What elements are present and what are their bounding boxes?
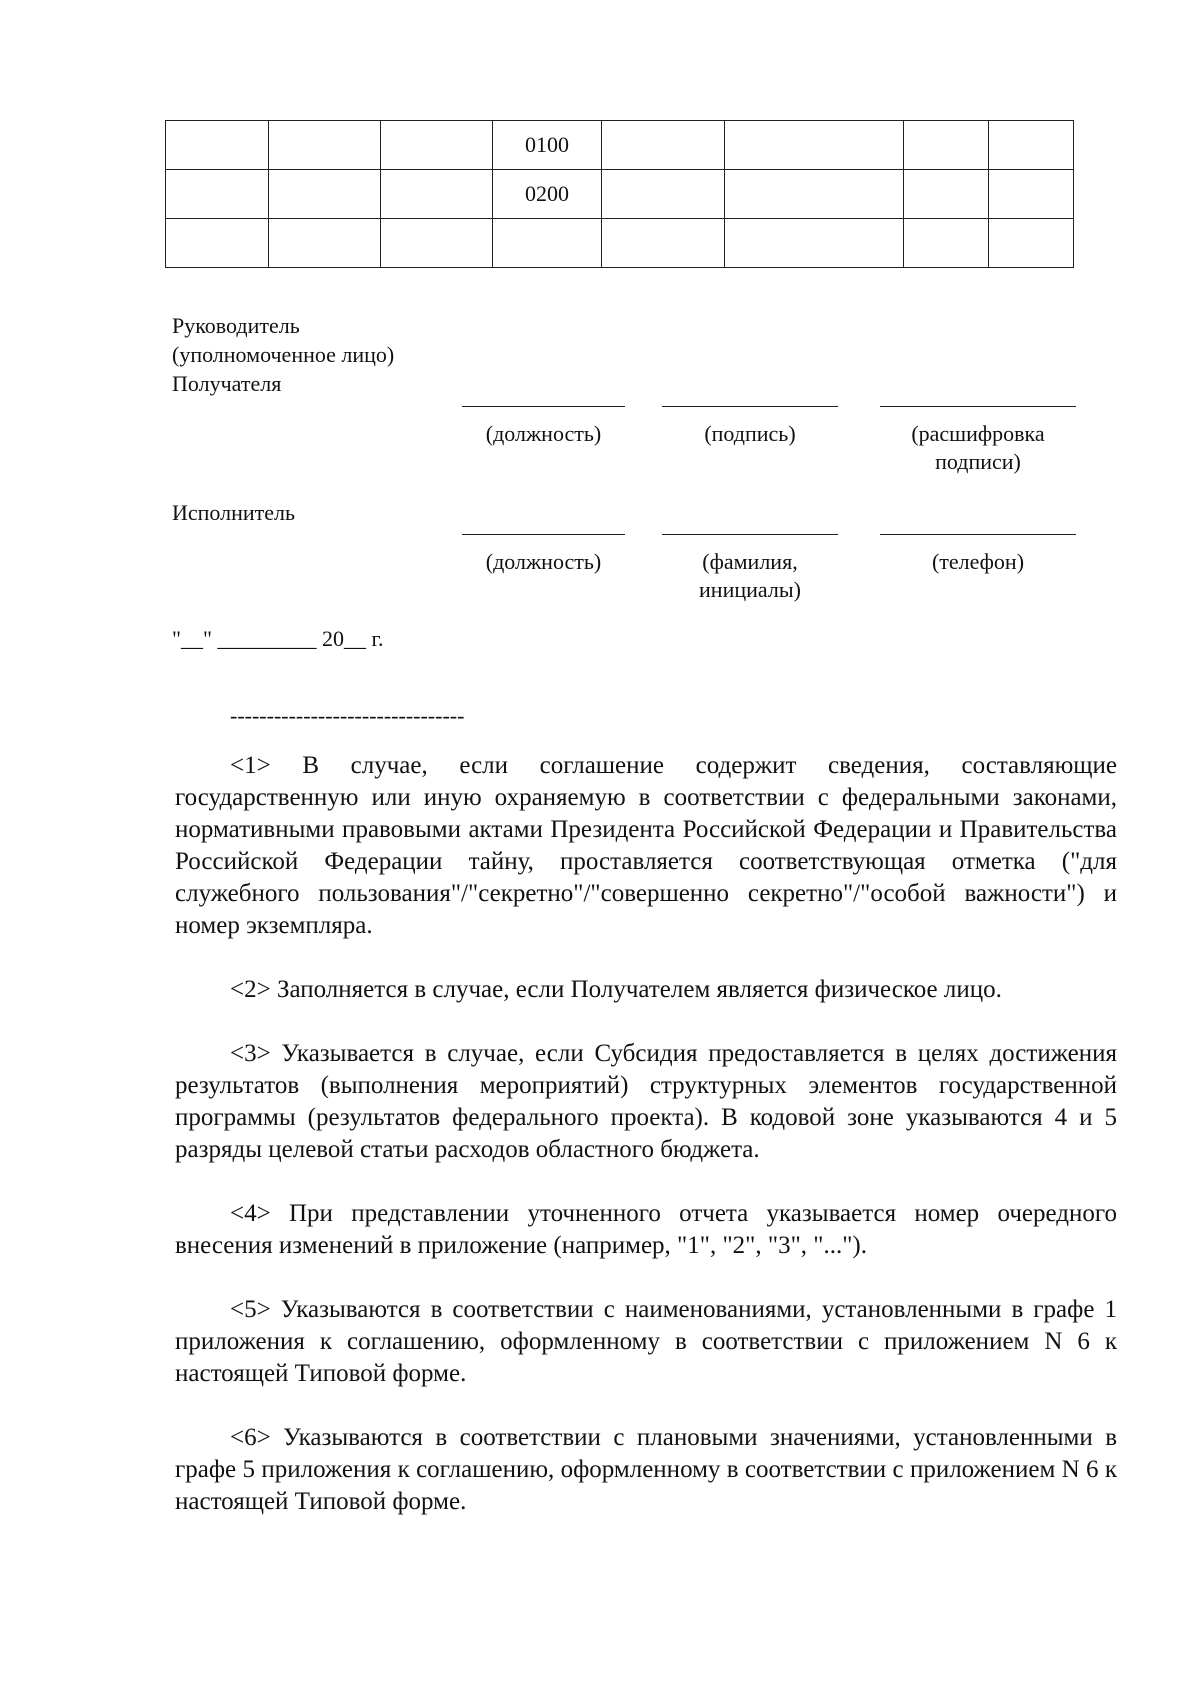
footnote-2: <2> Заполняется в случае, если Получателем является физическое лицо. (230, 976, 1002, 1003)
table-cell (381, 219, 493, 268)
head-position-line (462, 406, 625, 407)
footnote-4: <4> При представлении уточненного отчета указывается номер очередного внесения изменений в приложение (например, "1", "2", "3", "..."). (175, 1200, 1117, 1259)
executor-phone-caption: (телефон) (931, 549, 1025, 574)
head-label-line: (уполномоченное лицо) (172, 342, 395, 367)
table-cell (269, 121, 381, 170)
date-line: "__" _________ 20__ г. (172, 626, 384, 651)
report-table (165, 120, 1074, 268)
table-cell (381, 121, 493, 170)
table-cell (381, 170, 493, 219)
footnote-5: <5> Указываются в соответствии с наименованиями, установленными в графе 1 приложения к соглашению, оформленному в соответствии с приложением N 6 к настоящей Типовой форме. (175, 1296, 1117, 1387)
footnote-1: <1> В случае, если соглашение содержит сведения, составляющие государственную или иную охраняемую в соответствии с федеральными законами, нормативными правовыми актами Президента Российской Федерации и Правительства Российской Федерации тайну, проставляется соответствующая отметка ("для служебного пользования"/"секретно"/"совершенно секретно"/"особой важности") и номер экземпляра. (175, 752, 1117, 939)
table-cell (904, 219, 989, 268)
table-cell-code: 0100 (493, 121, 602, 170)
table-row (166, 219, 1074, 268)
table-cell (166, 121, 269, 170)
executor-name-line (662, 534, 838, 535)
table-cell (166, 170, 269, 219)
footnote-separator: -------------------------------- (230, 703, 465, 728)
table-row (166, 170, 1074, 219)
footnote-6: <6> Указываются в соответствии с плановыми значениями, установленными в графе 5 приложения к соглашению, оформленному в соответствии с приложением N 6 к настоящей Типовой форме. (175, 1424, 1117, 1515)
table-cell (989, 121, 1074, 170)
table-cell (725, 219, 904, 268)
head-decoding-caption (880, 420, 1076, 476)
executor-position-line (462, 534, 625, 535)
head-decoding-caption-line: (расшифровка (911, 421, 1045, 446)
table-cell (725, 170, 904, 219)
head-signature-line (662, 406, 838, 407)
table-row (166, 121, 1074, 170)
table-cell (602, 121, 725, 170)
head-decoding-caption-line: подписи) (935, 449, 1021, 474)
table-cell (269, 219, 381, 268)
table-cell (493, 219, 602, 268)
executor-name-caption (662, 548, 838, 604)
head-label (172, 311, 394, 398)
table-cell-code: 0200 (493, 170, 602, 219)
head-signature-caption: (подпись) (704, 421, 796, 446)
table-cell (269, 170, 381, 219)
footnotes (175, 750, 1117, 1550)
table-cell (904, 170, 989, 219)
head-label-line: Получателя (172, 371, 282, 396)
head-decoding-line (880, 406, 1076, 407)
table-cell (989, 219, 1074, 268)
executor-label: Исполнитель (172, 500, 296, 525)
footnote-3: <3> Указывается в случае, если Субсидия предоставляется в целях достижения результатов (выполнения мероприятий) структурных элементов государственной программы (результатов федерального проекта). В кодовой зоне указываются 4 и 5 разряды целевой статьи расходов областного бюджета. (175, 1040, 1117, 1163)
table-cell (904, 121, 989, 170)
executor-name-caption-line: (фамилия, (702, 549, 798, 574)
table-cell (725, 121, 904, 170)
table-cell (602, 219, 725, 268)
executor-position-caption: (должность) (485, 549, 602, 574)
table-cell (166, 219, 269, 268)
head-label-line: Руководитель (172, 313, 300, 338)
head-position-caption: (должность) (485, 421, 602, 446)
table-cell (989, 170, 1074, 219)
table-cell (602, 170, 725, 219)
executor-name-caption-line: инициалы) (699, 577, 801, 602)
executor-phone-line (880, 534, 1076, 535)
